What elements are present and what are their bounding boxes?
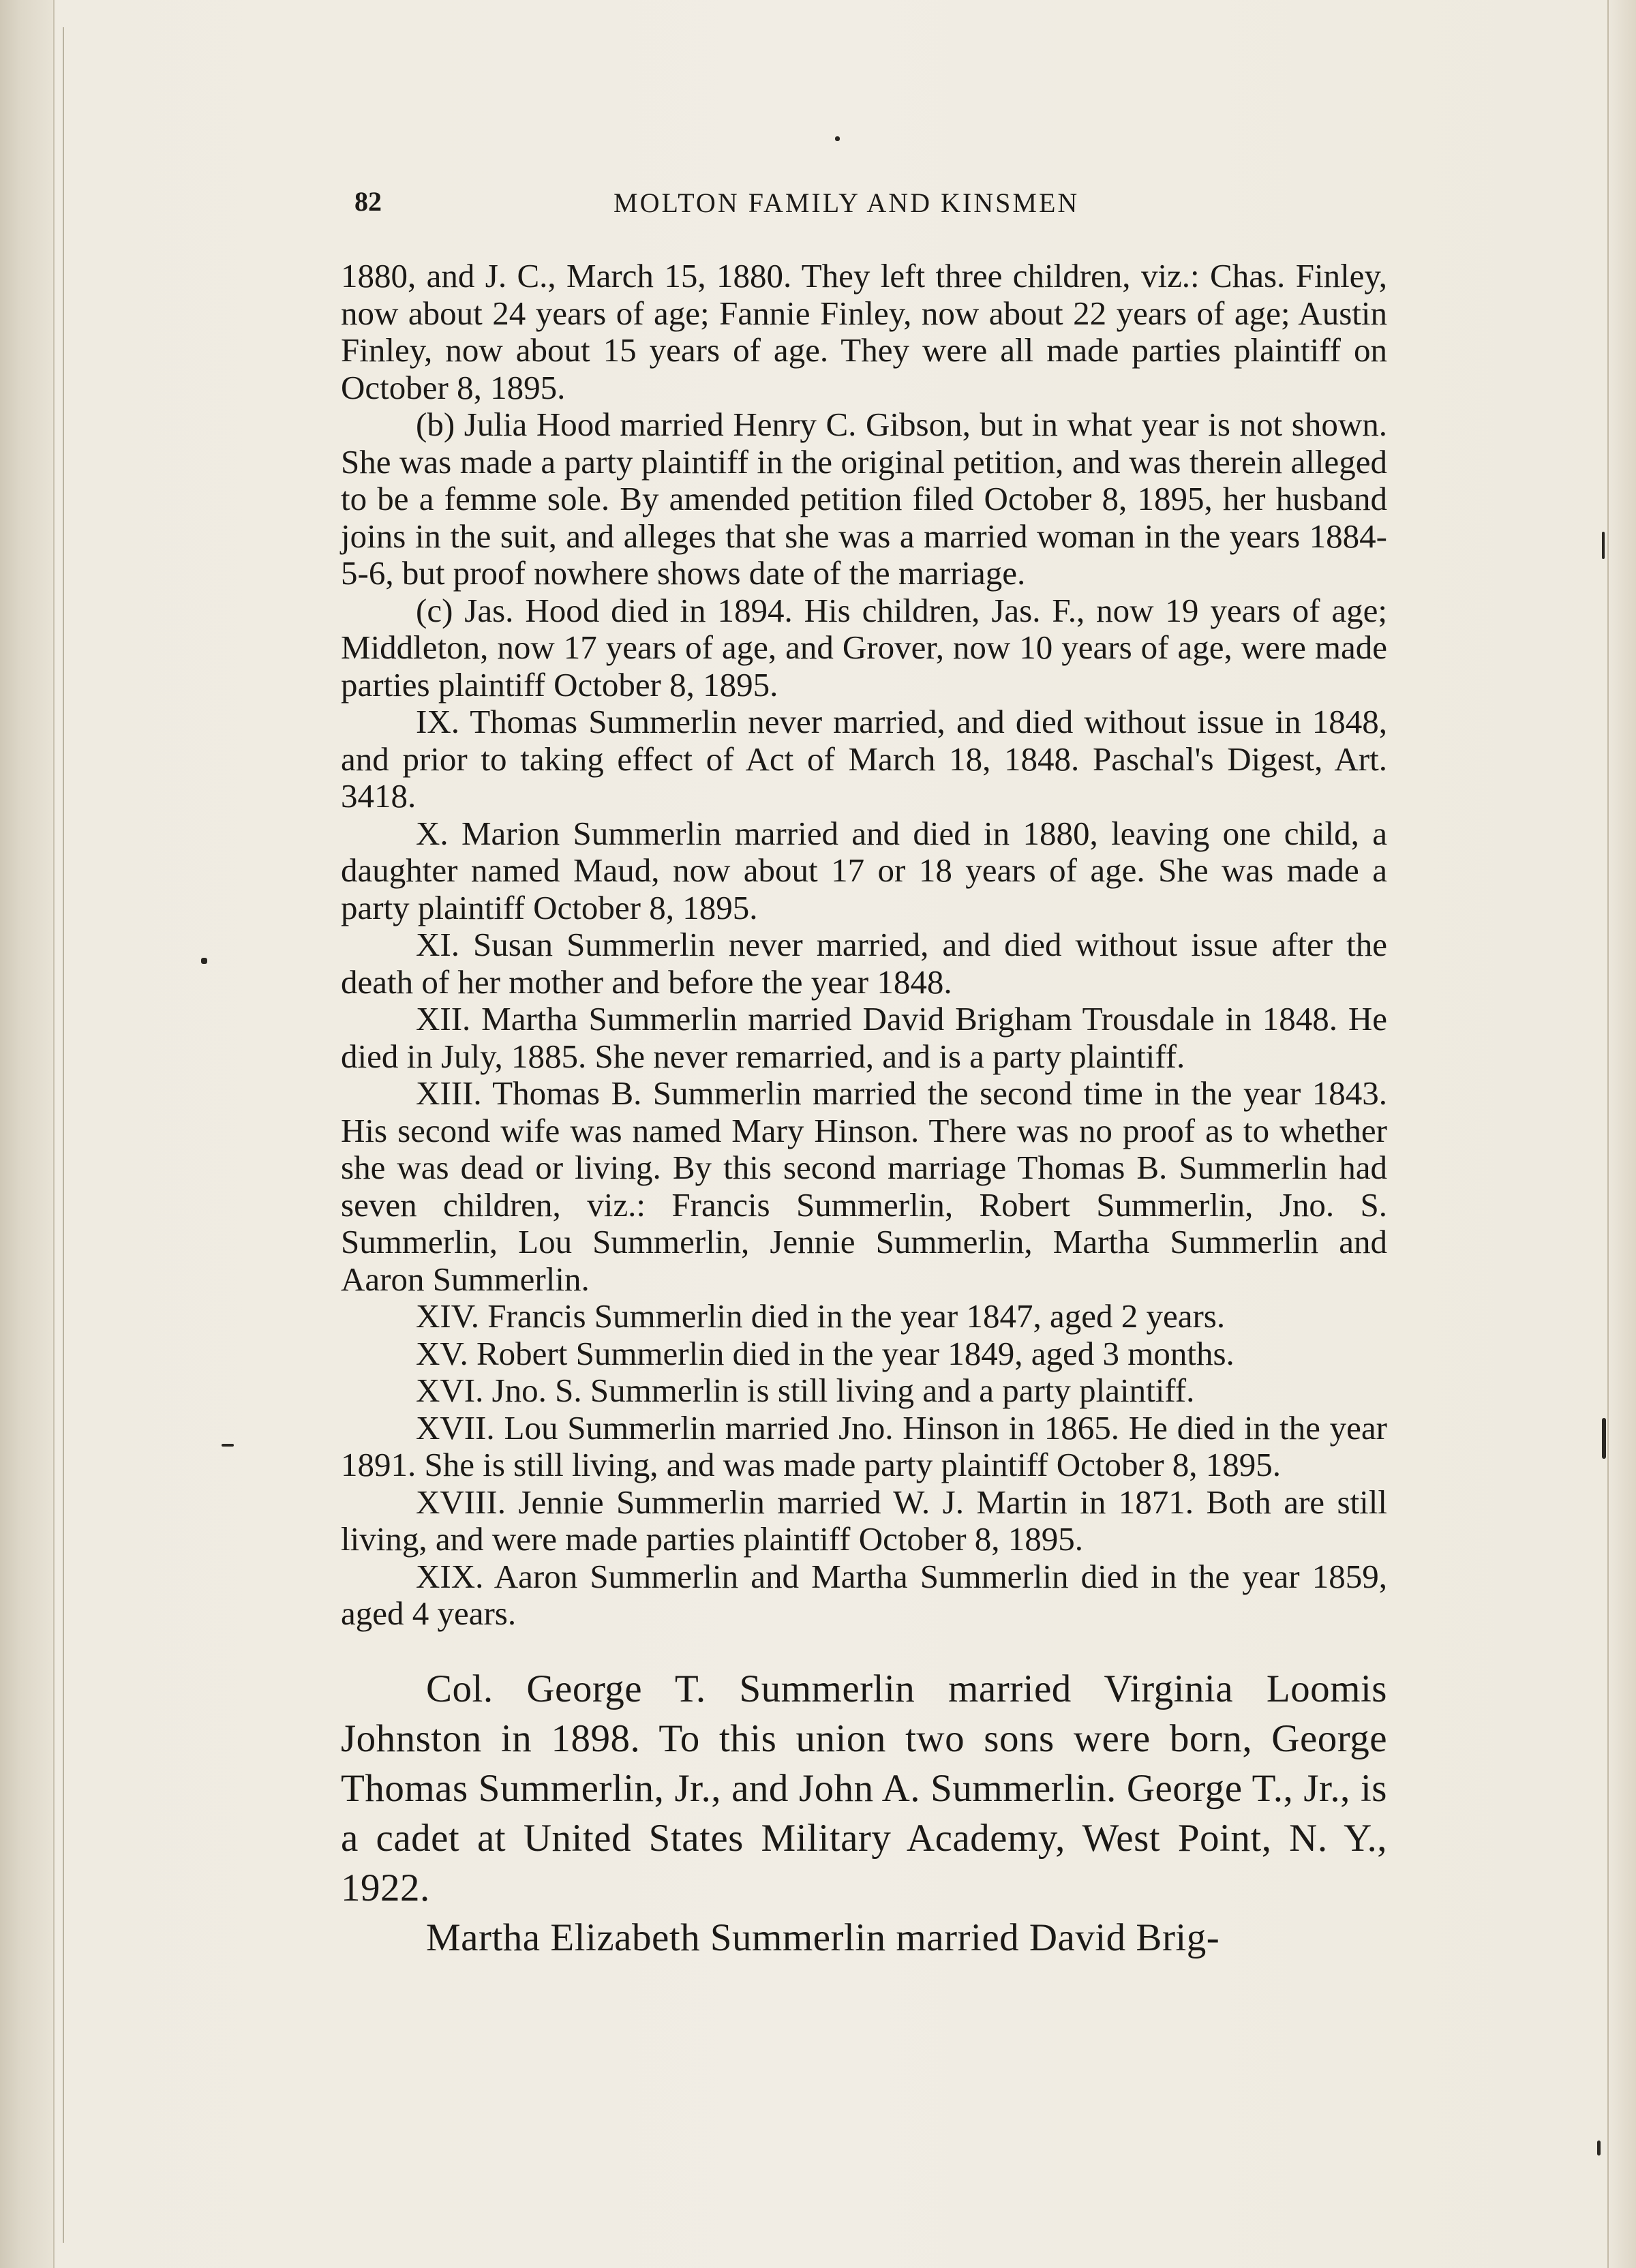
narrative-section xyxy=(341,1664,1387,1963)
paragraph: XVIII. Jennie Summerlin married W. J. Martin in 1871. Both are still living, and were made parties plaintiff October 8, 1895. xyxy=(341,1483,1387,1558)
gutter-line xyxy=(63,27,64,2243)
page-edge xyxy=(1607,0,1636,2268)
page-header xyxy=(354,185,1445,233)
ink-speck xyxy=(835,136,840,141)
paragraph: XVII. Lou Summerlin married Jno. Hinson in 1865. He died in the year 1891. She is still living, and was made party plaintiff October 8, 1895. xyxy=(341,1408,1387,1483)
paragraph: 1880, and J. C., March 15, 1880. They left three children, viz.: Chas. Finley, now about 24 years of age; Fannie Finley, now about 22 years of age; Austin Finley, now about 15 years of age. They were all made parties plaintiff on October 8, 1895. xyxy=(341,257,1387,406)
ink-speck xyxy=(1602,1418,1606,1459)
paragraph: XVI. Jno. S. Summerlin is still living and a party plaintiff. xyxy=(416,1372,1195,1409)
page-number: 82 xyxy=(354,186,382,217)
paragraph: XII. Martha Summerlin married David Brigham Trousdale in 1848. He died in July, 1885. She never remarried, and is a party plaintiff. xyxy=(341,1000,1387,1075)
paragraph: XI. Susan Summerlin never married, and died without issue after the death of her mother and before the year 1848. xyxy=(341,926,1387,1001)
paragraph: XV. Robert Summerlin died in the year 1849, aged 3 months. xyxy=(416,1334,1234,1372)
running-title: MOLTON FAMILY AND KINSMEN xyxy=(614,187,1080,218)
paragraph: XIX. Aaron Summerlin and Martha Summerlin died in the year 1859, aged 4 years. xyxy=(341,1557,1387,1632)
paragraph: Martha Elizabeth Summerlin married David Brig- xyxy=(426,1916,1220,1959)
paragraph: XIII. Thomas B. Summerlin married the second time in the year 1843. His second wife was named Mary Hinson. There was no proof as to whether she was dead or living. By this second marriage Thomas B. Summerlin had seven children, viz.: Francis Summerlin, Robert Summerlin, Jno. S. Summerlin, Lou Summerlin, Jennie Summerlin, Martha Summerlin and Aaron Summerlin. xyxy=(341,1074,1387,1298)
paragraph: Col. George T. Summerlin married Virginia Loomis Johnston in 1898. To this union two sons were born, George Thomas Summerlin, Jr., and John A. Summerlin. George T., Jr., is a cadet at United States Military Academy, West Point, N. Y., 1922. xyxy=(341,1667,1387,1909)
page-body xyxy=(341,258,1387,1963)
record-section xyxy=(341,258,1387,1633)
ink-speck xyxy=(201,958,207,964)
binding-edge xyxy=(0,0,55,2268)
paragraph: (b) Julia Hood married Henry C. Gibson, but in what year is not shown. She was made a party plaintiff in the original petition, and was therein alleged to be a femme sole. By amended petition filed October 8, 1895, her husband joins in the suit, and alleges that she was a married woman in the years 1884-5-6, but proof nowhere shows date of the marriage. xyxy=(341,406,1387,592)
ink-speck xyxy=(1597,2141,1601,2156)
paragraph: XIV. Francis Summerlin died in the year 1847, aged 2 years. xyxy=(416,1297,1226,1335)
paragraph: X. Marion Summerlin married and died in 1880, leaving one child, a daughter named Maud, now about 17 or 18 years of age. She was made a party plaintiff October 8, 1895. xyxy=(341,814,1387,926)
paragraph: IX. Thomas Summerlin never married, and died without issue in 1848, and prior to taking effect of Act of March 18, 1848. Paschal's Digest, Art. 3418. xyxy=(341,703,1387,815)
ink-speck xyxy=(222,1444,234,1447)
paragraph: (c) Jas. Hood died in 1894. His children, Jas. F., now 19 years of age; Middleton, now 17 years of age, and Grover, now 10 years of age, were made parties plaintiff October 8, 1895. xyxy=(341,591,1387,704)
ink-speck xyxy=(1602,532,1605,559)
